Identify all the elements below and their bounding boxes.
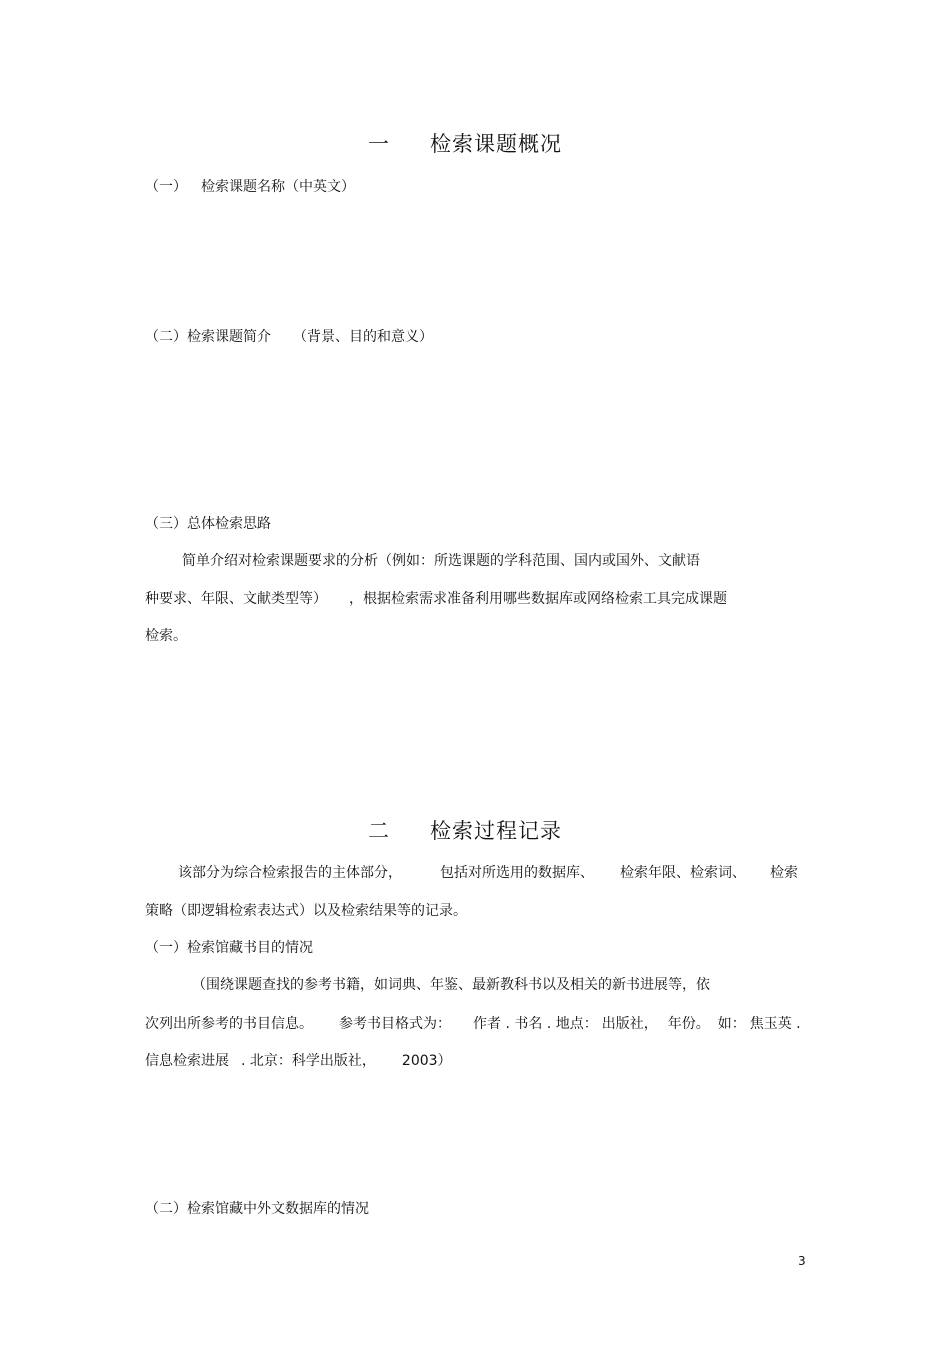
subsection-1-3-heading: （三）总体检索思路: [145, 516, 271, 532]
section-1-heading: [368, 128, 562, 158]
subsection-1-2-heading: [145, 326, 433, 346]
subsection-1-3-paragraph-line-2: [145, 588, 727, 608]
subsection-1-1-heading: [145, 176, 355, 196]
paragraph-fragment: ，根据检索需求准备利用哪些数据库或网络检索工具完成课题: [349, 591, 727, 607]
paragraph-fragment: . 北京：: [241, 1053, 292, 1069]
subsection-1-1-label: 检索课题名称（中英文）: [201, 179, 355, 195]
paragraph-fragment: 焦玉英 .: [749, 1016, 801, 1032]
paragraph-fragment: 如：: [717, 1016, 746, 1032]
subsection-2-1-heading: （一）检索馆藏书目的情况: [145, 940, 313, 956]
paragraph-fragment: 参考书目格式为：: [339, 1016, 451, 1032]
subsection-1-1-prefix: （一）: [145, 179, 187, 195]
paragraph-fragment: 信息检索进展: [145, 1053, 229, 1069]
paragraph-fragment: 2003）: [401, 1053, 452, 1069]
paragraph-fragment: 该部分为综合检索报告的主体部分，: [178, 865, 402, 881]
subsection-2-2-heading: （二）检索馆藏中外文数据库的情况: [145, 1201, 369, 1217]
subsection-1-3-paragraph-line-3: 检索。: [145, 628, 187, 644]
paragraph-fragment: 包括对所选用的数据库、: [440, 865, 594, 881]
subsection-1-2-label: （二）检索课题简介: [145, 329, 271, 345]
subsection-1-3-paragraph-line-1: 简单介绍对检索课题要求的分析（例如：所选课题的学科范围、国内或国外、文献语: [182, 553, 700, 569]
section-2-intro-line-2: 策略（即逻辑检索表达式）以及检索结果等的记录。: [145, 903, 467, 919]
section-2-title: 检索过程记录: [430, 819, 562, 843]
subsection-2-1-paragraph-line-3: [145, 1050, 452, 1070]
paragraph-fragment: 作者 . 书名 . 地点：: [473, 1016, 598, 1032]
subsection-1-2-note: （背景、目的和意义）: [293, 329, 433, 345]
section-1-title: 检索课题概况: [430, 132, 562, 156]
paragraph-fragment: 次列出所参考的书目信息。: [145, 1016, 313, 1032]
paragraph-fragment: 科学出版社，: [291, 1053, 376, 1069]
subsection-2-1-paragraph-line-2: [145, 1013, 801, 1033]
paragraph-fragment: 检索年限、检索词、: [620, 865, 746, 881]
paragraph-fragment: 种要求、年限、文献类型等）: [145, 591, 327, 607]
paragraph-fragment: 出版社，: [601, 1016, 658, 1032]
paragraph-fragment: 检索: [770, 865, 798, 881]
page-number: 3: [798, 1254, 806, 1268]
section-2-intro-line-1: [178, 862, 798, 882]
section-1-number: 一: [368, 132, 390, 156]
paragraph-fragment: 年份。: [667, 1016, 710, 1032]
section-2-heading: [368, 815, 562, 845]
section-2-number: 二: [368, 819, 390, 843]
subsection-2-1-paragraph-line-1: （围绕课题查找的参考书籍，如词典、年鉴、最新教科书以及相关的新书进展等，依: [192, 977, 710, 993]
